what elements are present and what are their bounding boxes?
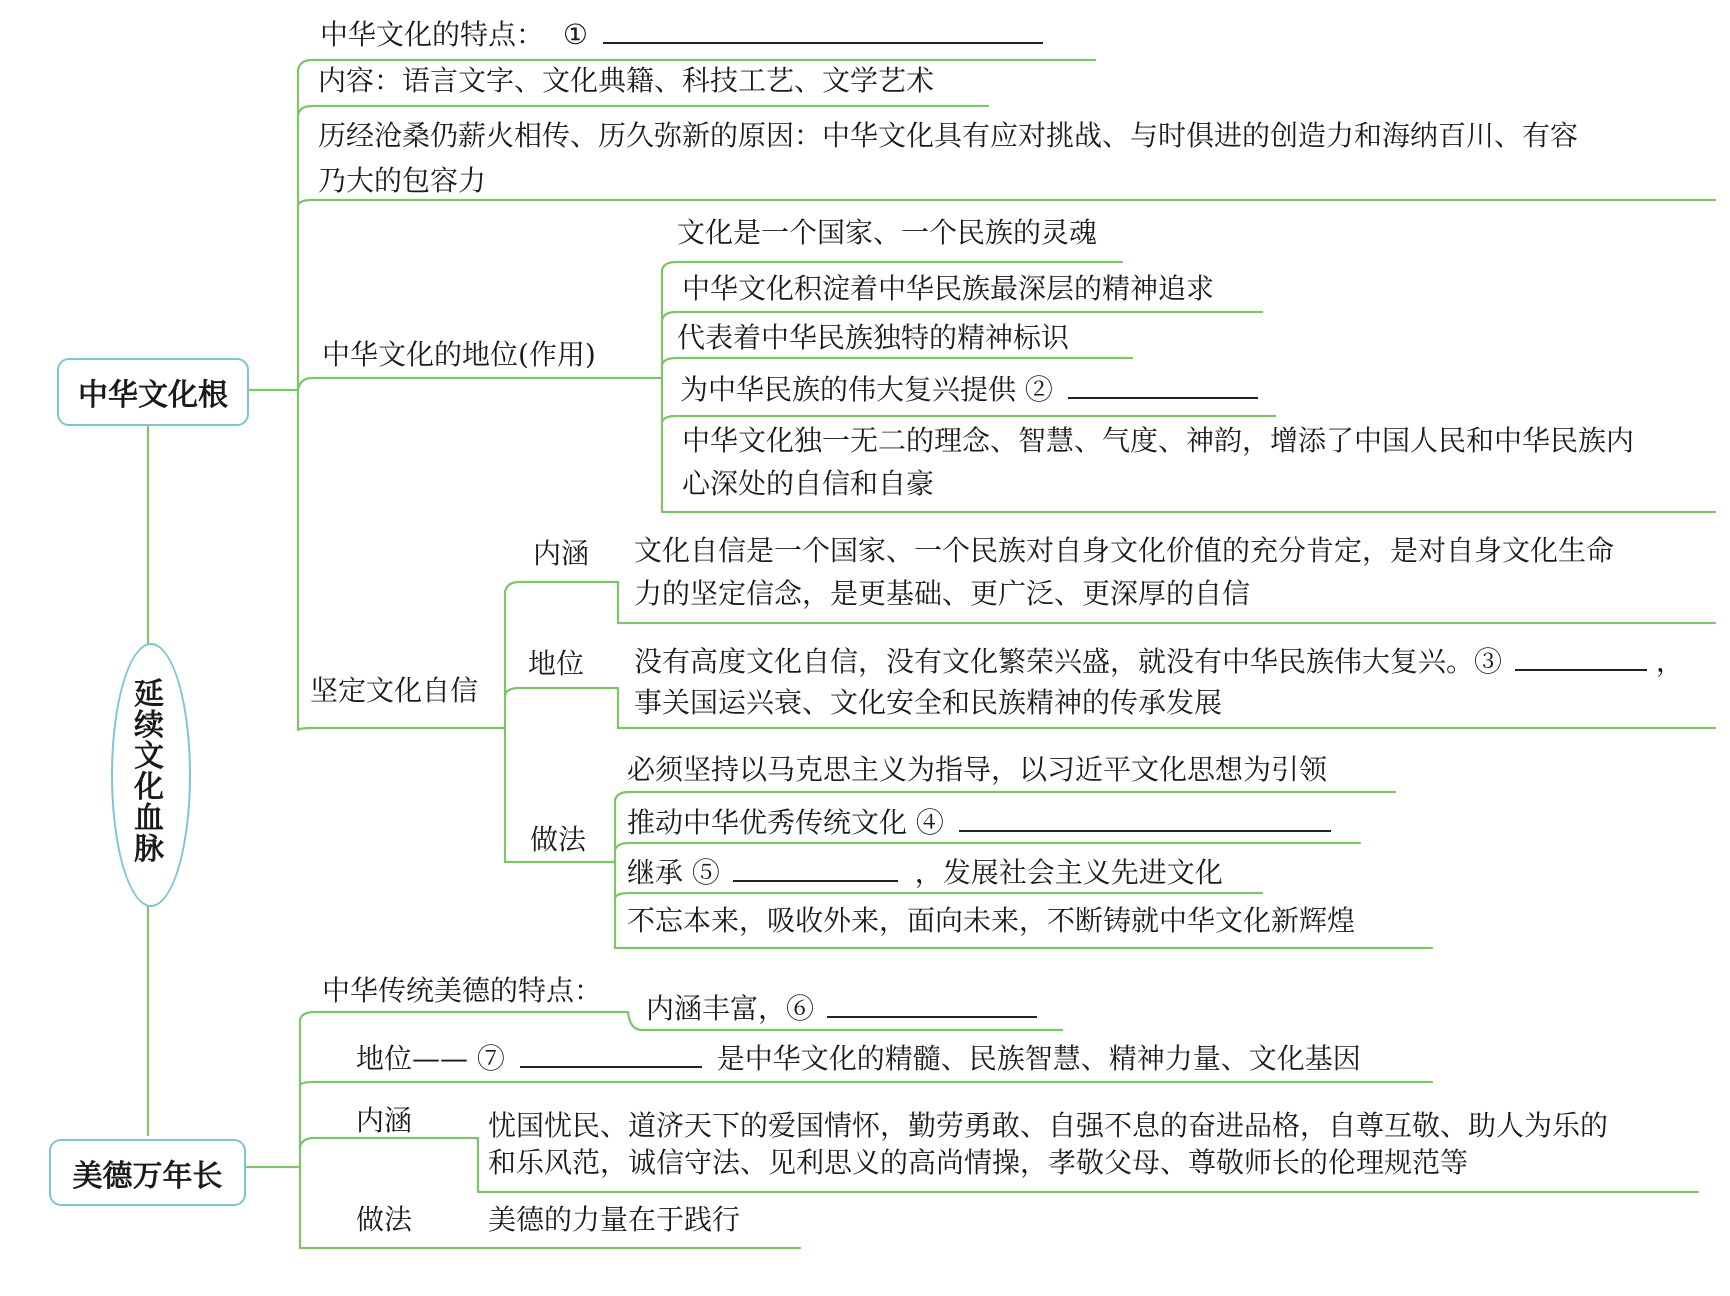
- virtue-root-node: [49, 1139, 246, 1206]
- virtue-features-blank: [827, 990, 1037, 1018]
- culture-reason-line2: 乃大的包容力: [318, 164, 487, 197]
- status-item-confidence-line2: 心深处的自信和自豪: [682, 467, 935, 500]
- culture-confidence-label: 坚定文化自信: [310, 674, 479, 707]
- virtue-practice-label: 做法: [356, 1203, 413, 1236]
- virtue-meaning-line2: 和乐风范，诚信守法、见利思义的高尚情操，孝敬父母、尊敬师长的伦理规范等: [488, 1146, 1469, 1179]
- status-item-revival-line: [680, 371, 1258, 407]
- confidence-practice-label: 做法: [530, 823, 587, 856]
- confidence-position-blank: [1515, 643, 1647, 671]
- practice-item-future: 不忘本来，吸收外来，面向未来，不断铸就中华文化新辉煌: [627, 904, 1356, 937]
- virtue-practice-value: 美德的力量在于践行: [488, 1203, 741, 1236]
- culture-features-label: 中华文化的特点：: [320, 18, 545, 51]
- virtue-features-value: 内涵丰富，⑥: [646, 992, 815, 1025]
- practice-item-guidance: 必须坚持以马克思主义为指导，以习近平文化思想为引领: [627, 753, 1328, 786]
- confidence-meaning-label: 内涵: [533, 537, 590, 570]
- practice-item-promote: 推动中华优秀传统文化 ④: [627, 806, 944, 839]
- practice-promote-blank: [959, 804, 1331, 832]
- status-item-spirit-mark: 代表着中华民族独特的精神标识: [677, 321, 1070, 354]
- culture-root-label: 中华文化根: [78, 378, 228, 413]
- culture-status-label: 中华文化的地位(作用): [322, 338, 596, 371]
- practice-item-develop: ，发展社会主义先进文化: [914, 856, 1223, 889]
- confidence-position-line2: 事关国运兴衰、文化安全和民族精神的传承发展: [634, 686, 1223, 719]
- culture-reason-line1: 历经沧桑仍薪火相传、历久弥新的原因：中华文化具有应对挑战、与时俱进的创造力和海纳百川、有容: [318, 119, 1579, 152]
- practice-item-inherit: 继承 ⑤: [627, 856, 720, 889]
- confidence-position-line1: 没有高度文化自信，没有文化繁荣兴盛，就没有中华民族伟大复兴。③: [634, 645, 1503, 678]
- confidence-position-line1-row: [634, 643, 1684, 679]
- practice-inherit-blank: [733, 854, 898, 882]
- virtue-features-row: [646, 990, 1037, 1026]
- virtue-status-suffix: 是中华文化的精髓、民族智慧、精神力量、文化基因: [716, 1042, 1361, 1075]
- virtue-meaning-line1: 忧国忧民、道济天下的爱国情怀，勤劳勇敢、自强不息的奋进品格，自尊互敬、助人为乐的: [488, 1109, 1609, 1142]
- status-item-confidence-line1: 中华文化独一无二的理念、智慧、气度、神韵，增添了中国人民和中华民族内: [682, 424, 1635, 457]
- virtue-status-blank: [520, 1040, 702, 1068]
- confidence-meaning-line1: 文化自信是一个国家、一个民族对自身文化价值的充分肯定，是对自身文化生命: [634, 534, 1615, 567]
- status-item-revival: 为中华民族的伟大复兴提供 ②: [680, 373, 1053, 406]
- status-item-spirit-pursuit: 中华文化积淀着中华民族最深层的精神追求: [682, 272, 1215, 305]
- virtue-features-label: 中华传统美德的特点：: [322, 974, 603, 1007]
- culture-features-line: [320, 16, 1043, 52]
- culture-features-number: ①: [562, 18, 589, 51]
- status-item-soul: 文化是一个国家、一个民族的灵魂: [677, 216, 1098, 249]
- culture-content: 内容：语言文字、文化典籍、科技工艺、文学艺术: [318, 64, 935, 97]
- practice-item-promote-row: [627, 804, 1331, 840]
- confidence-position-label: 地位: [528, 647, 585, 680]
- virtue-meaning-label: 内涵: [356, 1104, 413, 1137]
- status-revival-blank: [1068, 371, 1258, 399]
- virtue-status-row: [356, 1040, 1361, 1076]
- culture-features-blank: [603, 16, 1043, 44]
- confidence-position-tail: ，: [1655, 645, 1684, 678]
- practice-item-inherit-row: [627, 854, 1223, 890]
- confidence-meaning-line2: 力的坚定信念，是更基础、更广泛、更深厚的自信: [634, 577, 1251, 610]
- culture-root-node: [57, 358, 249, 426]
- virtue-root-label: 美德万年长: [72, 1158, 223, 1194]
- virtue-status-prefix: 地位—— ⑦: [356, 1042, 505, 1075]
- center-node-label: 延续文化血脉: [134, 677, 164, 867]
